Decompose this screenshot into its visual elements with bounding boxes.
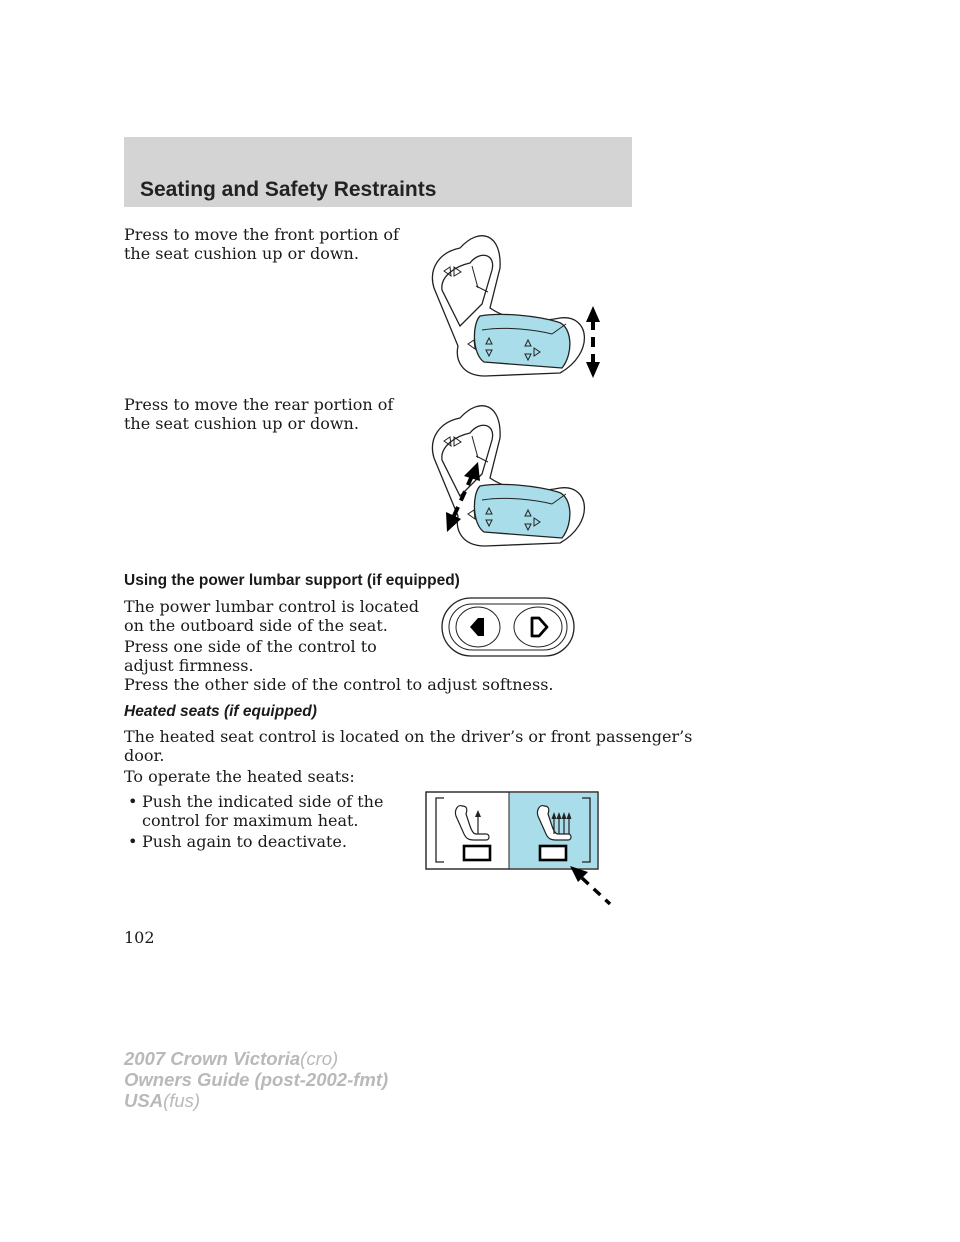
footer-line-1 [124,1048,388,1069]
footer-imprint [124,1048,388,1111]
bullet-1-line-2: control for maximum heat. [142,811,359,830]
lumbar-control-figure [440,596,576,658]
rear-cushion-seat-control-figure [420,398,620,558]
footer-model: 2007 Crown Victoria [124,1048,301,1069]
bullet-1-text [142,792,383,830]
section-title: Seating and Safety Restraints [140,178,437,201]
pointer-arrow-icon [582,878,610,904]
lumbar-p1-line-2: on the outboard side of the seat. [124,616,388,635]
page-number: 102 [124,928,155,947]
lumbar-paragraph-1 [124,597,419,635]
lumbar-p2-line-1: Press one side of the control to [124,637,377,656]
heated-seat-switch-figure [424,790,620,910]
lumbar-p2-line-2: adjust firmness. [124,656,254,675]
front-cushion-text [124,225,399,263]
bullet-2-text: Push again to deactivate. [142,832,347,851]
footer-market-code: (fus) [163,1090,201,1111]
front-cushion-seat-control-figure [420,228,620,388]
rear-cushion-line-1: Press to move the rear portion of [124,395,394,414]
lumbar-p1-line-1: The power lumbar control is located [124,597,420,616]
lumbar-paragraph-3: Press the other side of the control to adjust softness. [124,675,554,694]
heated-p1-line-1: The heated seat control is located on the driver’s or front passenger’s [124,727,693,746]
footer-model-code: (cro) [300,1048,339,1069]
heated-seats-heading: Heated seats (if equipped) [124,703,317,720]
heated-paragraph-1 [124,727,692,765]
footer-line-3 [124,1090,388,1111]
bullet-dot: • [128,832,138,851]
rear-cushion-text [124,395,393,433]
lumbar-heading: Using the power lumbar support (if equipped) [124,572,460,589]
front-cushion-line-2: the seat cushion up or down. [124,244,359,263]
bullet-dot: • [128,792,138,811]
heated-p1-line-2: door. [124,746,165,765]
bullet-1-line-1: Push the indicated side of the [142,792,384,811]
lumbar-paragraph-2 [124,637,377,675]
heated-paragraph-2: To operate the heated seats: [124,767,355,786]
front-cushion-line-1: Press to move the front portion of [124,225,399,244]
footer-line-2: Owners Guide (post-2002-fmt) [124,1069,389,1090]
cushion-switch-highlighted[interactable] [474,314,569,368]
cushion-switch-highlighted[interactable] [474,484,569,538]
footer-market: USA [124,1090,164,1111]
rear-cushion-line-2: the seat cushion up or down. [124,414,359,433]
